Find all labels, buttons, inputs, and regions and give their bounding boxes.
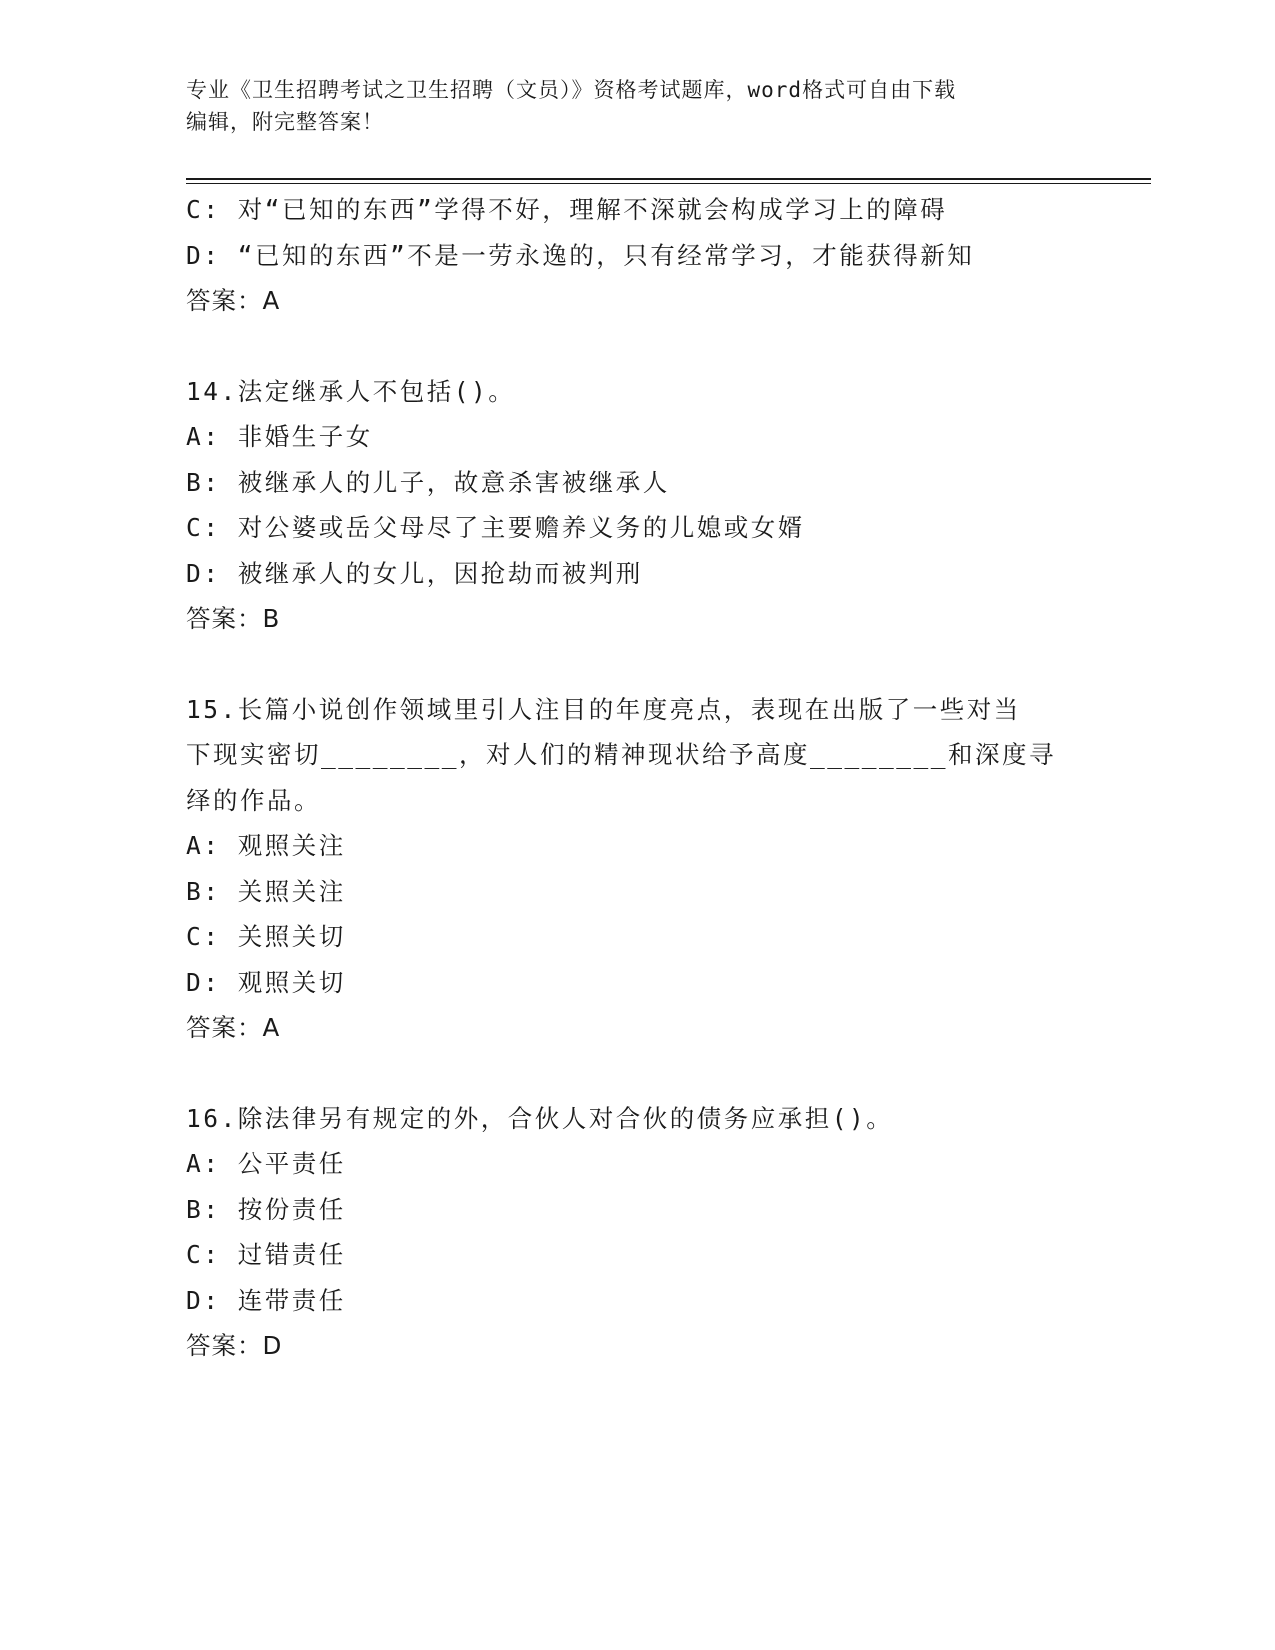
spacer (186, 642, 1106, 687)
header-line-1: 专业《卫生招聘考试之卫生招聘（文员）》资格考试题库，word格式可自由下载 (186, 78, 957, 102)
question-stem-line-3: 绎的作品。 (186, 785, 321, 815)
page-header (186, 74, 1086, 138)
header-divider-thick (186, 178, 1151, 180)
option-b: B: 被继承人的儿子，故意杀害被继承人 (186, 467, 670, 497)
question-16 (186, 1096, 1106, 1369)
question-list (186, 187, 1106, 1369)
option-c: C: 过错责任 (186, 1240, 346, 1269)
question-stem: 16.除法律另有规定的外，合伙人对合伙的债务应承担()。 (186, 1103, 894, 1133)
answer-line: 答案：B (186, 604, 281, 633)
option-d: D: “已知的东西”不是一劳永逸的，只有经常学习，才能获得新知 (186, 240, 975, 270)
spacer (186, 1051, 1106, 1096)
question-stem-line-2: 下现实密切________，对人们的精神现状给予高度________和深度寻 (186, 740, 1057, 769)
option-d: D: 连带责任 (186, 1285, 346, 1315)
option-c: C: 对公婆或岳父母尽了主要赡养义务的儿媳或女婿 (186, 513, 805, 542)
question-15 (186, 687, 1106, 1051)
question-stem-line-1: 15.长篇小说创作领域里引人注目的年度亮点，表现在出版了一些对当 (186, 694, 1021, 724)
answer-line: 答案：D (186, 1331, 283, 1360)
question-13-continued (186, 187, 1106, 324)
option-c: C: 关照关切 (186, 922, 346, 951)
option-a: A: 公平责任 (186, 1149, 346, 1178)
option-a: A: 非婚生子女 (186, 422, 373, 451)
answer-line: 答案：A (186, 1013, 281, 1042)
option-d: D: 观照关切 (186, 967, 346, 997)
header-divider-thin (186, 183, 1151, 184)
option-c: C: 对“已知的东西”学得不好，理解不深就会构成学习上的障碍 (186, 195, 948, 224)
option-d: D: 被继承人的女儿，因抢劫而被判刑 (186, 558, 643, 588)
spacer (186, 324, 1106, 369)
option-a: A: 观照关注 (186, 831, 346, 860)
question-stem: 14.法定继承人不包括()。 (186, 376, 516, 406)
option-b: B: 关照关注 (186, 876, 346, 906)
answer-line: 答案：A (186, 286, 281, 315)
header-line-2: 编辑，附完整答案！ (186, 110, 384, 134)
option-b: B: 按份责任 (186, 1194, 346, 1224)
question-14 (186, 369, 1106, 642)
